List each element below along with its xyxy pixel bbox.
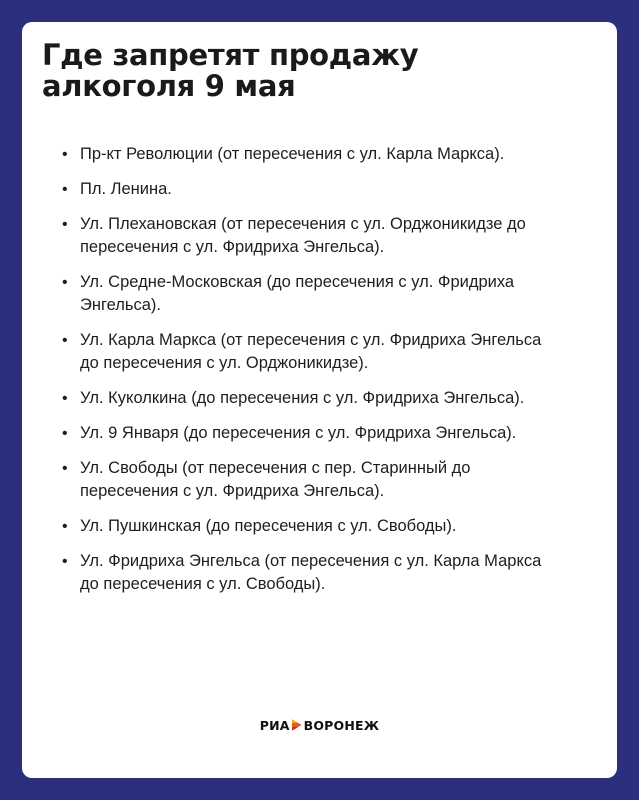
ria-voronezh-logo <box>0 718 639 733</box>
list-item <box>62 387 562 410</box>
bullet-icon: • <box>62 390 68 407</box>
logo-text-voronezh: ВОРОНЕЖ <box>303 718 380 733</box>
list-item-text: Пл. Ленина. <box>80 180 172 198</box>
list-item-text: Ул. Средне-Московская (до пересечения с ул. Фридриха Энгельса). <box>80 273 515 314</box>
bullet-icon: • <box>62 332 68 349</box>
bullet-icon: • <box>62 216 68 233</box>
bullet-icon: • <box>62 553 68 570</box>
list-item <box>62 457 562 503</box>
list-item-text: Ул. Свободы (от пересечения с пер. Старинный до пересечения с ул. Фридриха Энгельса). <box>80 459 471 500</box>
street-list <box>62 143 562 608</box>
bullet-icon: • <box>62 460 68 477</box>
bullet-icon: • <box>62 518 68 535</box>
list-item-text: Пр-кт Революции (от пересечения с ул. Карла Маркса). <box>80 145 505 163</box>
bullet-icon: • <box>62 274 68 291</box>
list-item <box>62 515 562 538</box>
list-item-text: Ул. Фридриха Энгельса (от пересечения с ул. Карла Маркса до пересечения с ул. Свободы). <box>80 552 542 593</box>
bullet-icon: • <box>62 181 68 198</box>
logo-text-ria: РИА <box>259 718 290 733</box>
list-item <box>62 271 562 317</box>
list-item-text: Ул. 9 Января (до пересечения с ул. Фридриха Энгельса). <box>80 424 517 442</box>
bullet-icon: • <box>62 425 68 442</box>
list-item <box>62 422 562 445</box>
list-item <box>62 143 562 166</box>
bullet-icon: • <box>62 146 68 163</box>
list-item-text: Ул. Карла Маркса (от пересечения с ул. Фридриха Энгельса до пересечения с ул. Орджоникидзе). <box>80 331 542 372</box>
list-item-text: Ул. Пушкинская (до пересечения с ул. Свободы). <box>80 517 457 535</box>
list-item-text: Ул. Куколкина (до пересечения с ул. Фридриха Энгельса). <box>80 389 525 407</box>
page-title: Где запретят продажу алкоголя 9 мая <box>42 38 419 103</box>
list-item <box>62 329 562 375</box>
list-item <box>62 550 562 596</box>
logo-flag-icon <box>292 719 302 731</box>
list-item <box>62 178 562 201</box>
list-item <box>62 213 562 259</box>
list-item-text: Ул. Плехановская (от пересечения с ул. Орджоникидзе до пересечения с ул. Фридриха Энгельса). <box>80 215 526 256</box>
